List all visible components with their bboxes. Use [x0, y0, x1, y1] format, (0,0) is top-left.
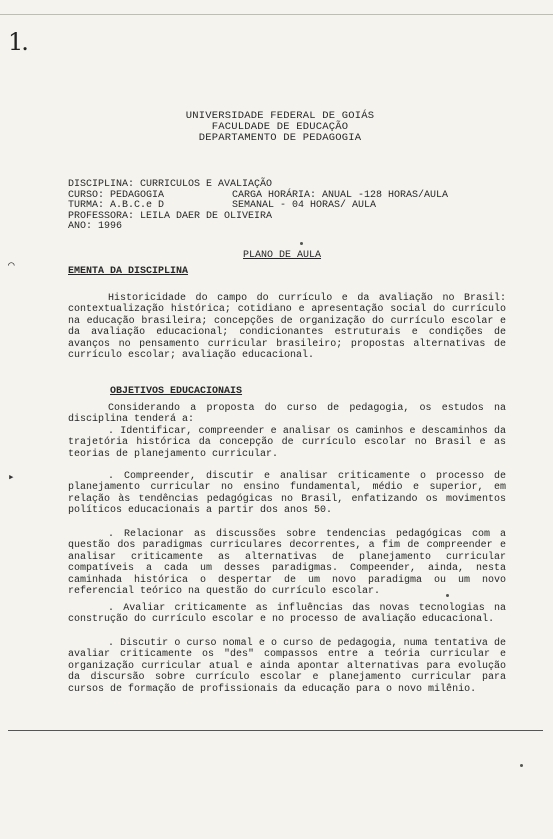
objetivos-intro — [68, 403, 506, 426]
objetivos-intro-text: Considerando a proposta do curso de pedagogia, os estudos na disciplina tenderá a: — [68, 403, 506, 426]
meta-ano: ANO: 1996 — [68, 221, 123, 233]
meta-turma: TURMA: A.B.C.e D — [68, 200, 165, 212]
objetivo-item — [68, 603, 506, 626]
scan-speck — [300, 242, 303, 245]
top-edge-line — [0, 14, 553, 15]
header-university: UNIVERSIDADE FEDERAL DE GOIÁS — [185, 110, 375, 122]
meta-carga-anual: CARGA HORÁRIA: ANUAL -128 HORAS/AULA — [232, 189, 449, 201]
objetivo-item-text: . Identificar, compreender e analisar os caminhos e descaminhos da trajetória histórica da concepção de currículo escolar no Brasil e as teorias de planejamento curricular. — [68, 426, 506, 460]
header-faculty: FACULDADE DE EDUCAÇÃO — [211, 121, 349, 133]
objetivo-item — [68, 529, 506, 597]
meta-carga-semanal: SEMANAL - 04 HORAS/ AULA — [232, 200, 377, 212]
objetivo-item-text: . Discutir o curso nomal e o curso de pedagogia, numa tentativa de avaliar criticamente os "des" compassos entre a teória curricular e organização curricular atual e ainda apontar alternativas para evolução da discursão sobre currículo escolar e planejamento curricular para cursos de formação de profissionais da educação para o novo milênio. — [68, 638, 506, 695]
plano-title: PLANO DE AULA — [243, 250, 322, 261]
objetivo-item-text: . Compreender, discutir e analisar criticamente o processo de planejamento curricular no ensino fundamental, médio e superior, em relação às tendências pedagógicas no Brasil, enfatizando os movimentos políticos educacionais a partir dos anos 50. — [68, 471, 506, 517]
objetivo-item — [68, 638, 506, 695]
meta-curso: CURSO: PEDAGOGIA — [68, 189, 165, 201]
meta-disciplina: DISCIPLINA: CURRICULOS E AVALIAÇÃO — [68, 179, 273, 190]
meta-professora: PROFESSORA: LEILA DAER DE OLIVEIRA — [68, 210, 273, 222]
course-info — [68, 180, 518, 233]
page-number-handwritten: 1. — [8, 28, 27, 56]
institution-header — [120, 111, 440, 144]
objetivo-item-text: . Avaliar criticamente as influências das novas tecnologias na construção do currículo escolar e no processo de avaliação educacional. — [68, 603, 506, 626]
bottom-divider — [8, 730, 543, 731]
objetivo-item-text: . Relacionar as discussões sobre tendencias pedagógicas com a questão dos paradigmas curriculares decorrentes, a fim de compreender e analisar criticamente as alternativas de planejamento curricular compatíveis a cada um desses paradigmas. Compeender, ainda, nesta caminhada histórica o despertar de um novo paradigma ou um novo referencial teórico na questão do currículo escolar. — [68, 529, 506, 598]
objetivo-item — [68, 471, 506, 517]
ementa-text: Historicidade do campo do currículo e da avaliação no Brasil: contextualização histórica; cotidiano e apresentação social do currículo na educação brasileira; concepções de organização do currículo escolar e da avaliação educacional; condicionantes estruturais e condições de avanços no pensamento curricular brasileiro; propostas alternativas de currículo escolar; avaliação educacional. — [68, 293, 506, 362]
scan-speck — [520, 764, 523, 767]
objetivo-item — [68, 426, 506, 460]
header-department: DEPARTAMENTO DE PEDAGOGIA — [198, 132, 362, 144]
hole-punch-mark: ⌒ — [8, 260, 15, 272]
hole-punch-mark: ▸ — [8, 472, 15, 484]
scan-speck — [446, 594, 449, 597]
objetivos-heading: OBJETIVOS EDUCACIONAIS — [110, 386, 243, 397]
ementa-heading: EMENTA DA DISCIPLINA — [68, 266, 189, 277]
ementa-paragraph — [68, 293, 506, 361]
